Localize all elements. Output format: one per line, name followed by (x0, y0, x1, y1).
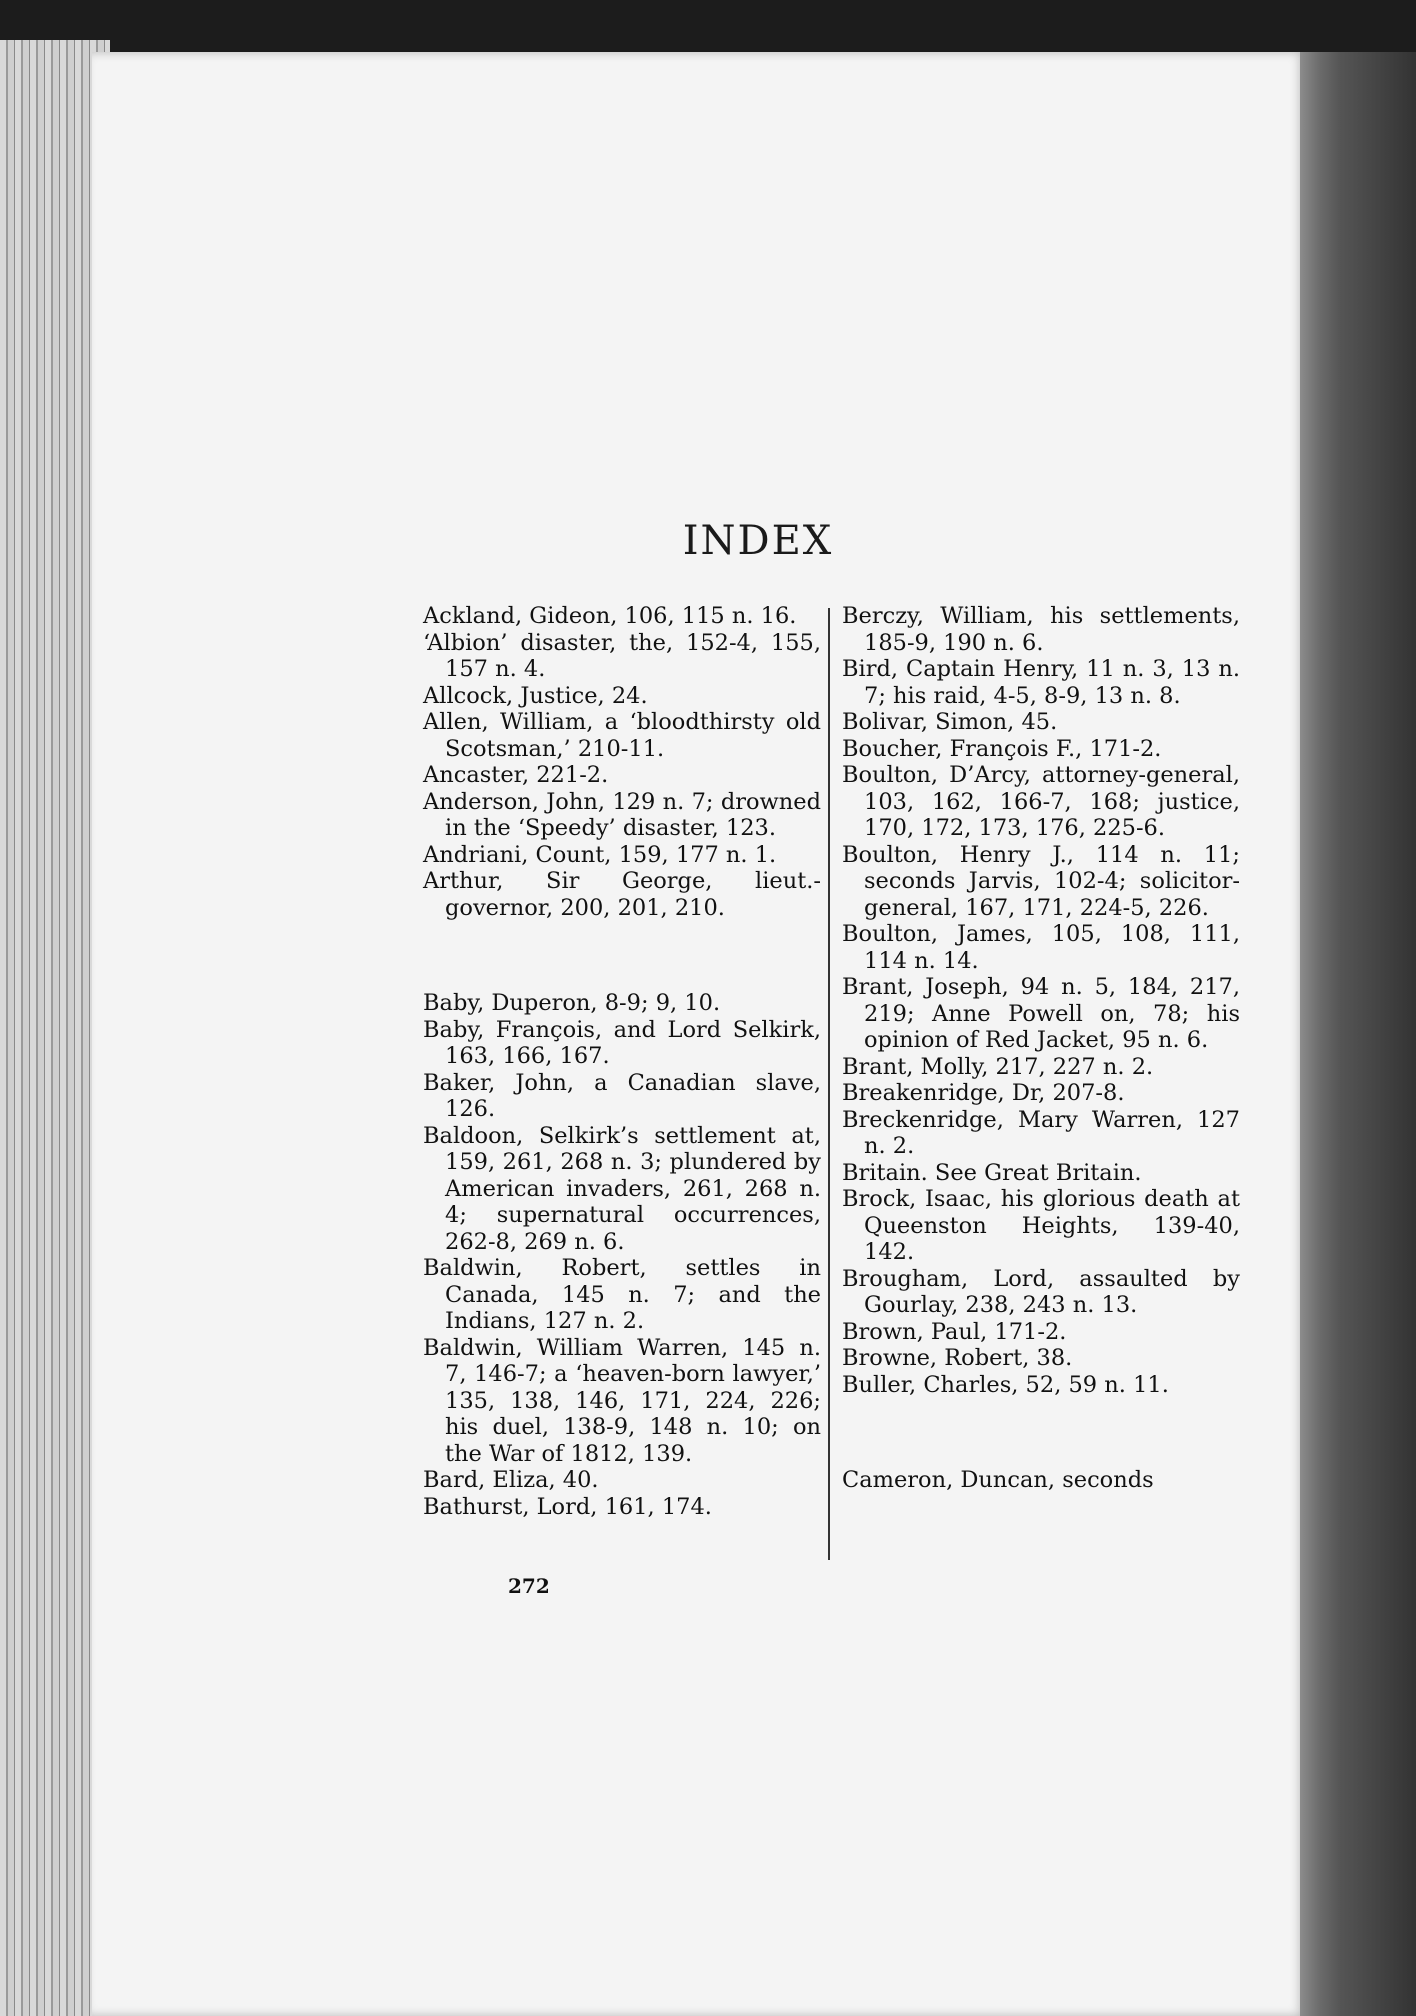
page-title-text: INDEX (682, 518, 834, 564)
index-entry: Bathurst, Lord, 161, 174. (423, 1493, 712, 1520)
index-entry: Baker, John, a Canadian slave, 126. (423, 1069, 821, 1122)
index-entry: Baldwin, William Warren, 145 n. 7, 146-7; a ‘heaven-born lawyer,’ 135, 138, 146, 171, 224, 226; his duel, 138-9, 148 n. 10; on the War of 1812, 139. (423, 1334, 821, 1467)
index-entry: Breakenridge, Dr, 207-8. (842, 1080, 1125, 1106)
index-entry: Bolivar, Simon, 45. (842, 709, 1058, 735)
index-entry: Arthur, Sir George, lieut.-governor, 200, 201, 210. (423, 868, 821, 921)
index-entry: Ackland, Gideon, 106, 115 n. 16. (423, 603, 797, 629)
index-entry: Brown, Paul, 171-2. (842, 1318, 1067, 1345)
index-entry: Baby, Duperon, 8-9; 9, 10. (423, 990, 721, 1016)
index-entry: Britain. See Great Britain. (842, 1159, 1142, 1186)
index-entry: Brant, Joseph, 94 n. 5, 184, 217, 219; Anne Powell on, 78; his opinion of Red Jacket, 95 n. 6. (842, 974, 1240, 1053)
index-entry: Baldwin, Robert, settles in Canada, 145 n. 7; and the Indians, 127 n. 2. (423, 1255, 821, 1334)
index-entry: Brock, Isaac, his glorious death at Queenston Heights, 139-40, 142. (842, 1186, 1240, 1265)
index-entry: ‘Albion’ disaster, the, 152-4, 155, 157 n. 4. (423, 629, 821, 682)
book-binding-edge (1300, 52, 1416, 2016)
index-entry: Berczy, William, his settlements, 185-9, 190 n. 6. (842, 603, 1240, 656)
entry-gap (842, 1421, 1240, 1445)
index-entry: Brant, Molly, 217, 227 n. 2. (842, 1053, 1154, 1080)
index-entry: Boulton, James, 105, 108, 111, 114 n. 14. (842, 921, 1240, 974)
column-divider (828, 608, 830, 1560)
page-number: 272 (508, 1574, 550, 1598)
index-entry: Bard, Eliza, 40. (423, 1467, 599, 1493)
index-entry: Bird, Captain Henry, 11 n. 3, 13 n. 7; his raid, 4-5, 8-9, 13 n. 8. (842, 656, 1240, 709)
index-entry: Boulton, D’Arcy, attorney-general, 103, 162, 166-7, 168; justice, 170, 172, 173, 176, 225-6. (842, 762, 1240, 841)
page-title (0, 518, 1416, 564)
index-entry: Buller, Charles, 52, 59 n. 11. (842, 1371, 1169, 1398)
index-entry: Boulton, Henry J., 114 n. 11; seconds Jarvis, 102-4; solicitor-general, 167, 171, 224-5, 226. (842, 841, 1240, 921)
index-entry: Allcock, Justice, 24. (423, 682, 648, 709)
index-entry: Andriani, Count, 159, 177 n. 1. (423, 841, 777, 868)
index-column-right (842, 603, 1240, 1494)
index-entry: Boucher, François F., 171-2. (842, 735, 1162, 762)
index-entry: Baldoon, Selkirk’s settlement at, 159, 261, 268 n. 3; plundered by American invaders, 261, 268 n. 4; supernatural occurrences, 262-8, 269 n. 6. (423, 1122, 821, 1255)
index-entry: Baby, François, and Lord Selkirk, 163, 166, 167. (423, 1016, 821, 1069)
entry-gap (423, 944, 821, 968)
index-entry: Browne, Robert, 38. (842, 1345, 1073, 1371)
index-column-left (423, 603, 821, 1520)
index-entry: Ancaster, 221-2. (423, 762, 609, 788)
index-entry: Breckenridge, Mary Warren, 127 n. 2. (842, 1106, 1240, 1159)
index-entry: Brougham, Lord, assaulted by Gourlay, 238, 243 n. 13. (842, 1265, 1240, 1318)
index-entry: Allen, William, a ‘bloodthirsty old Scotsman,’ 210-11. (423, 709, 821, 762)
index-entry: Cameron, Duncan, seconds (842, 1467, 1154, 1493)
index-entry: Anderson, John, 129 n. 7; drowned in the ‘Speedy’ disaster, 123. (423, 788, 821, 841)
